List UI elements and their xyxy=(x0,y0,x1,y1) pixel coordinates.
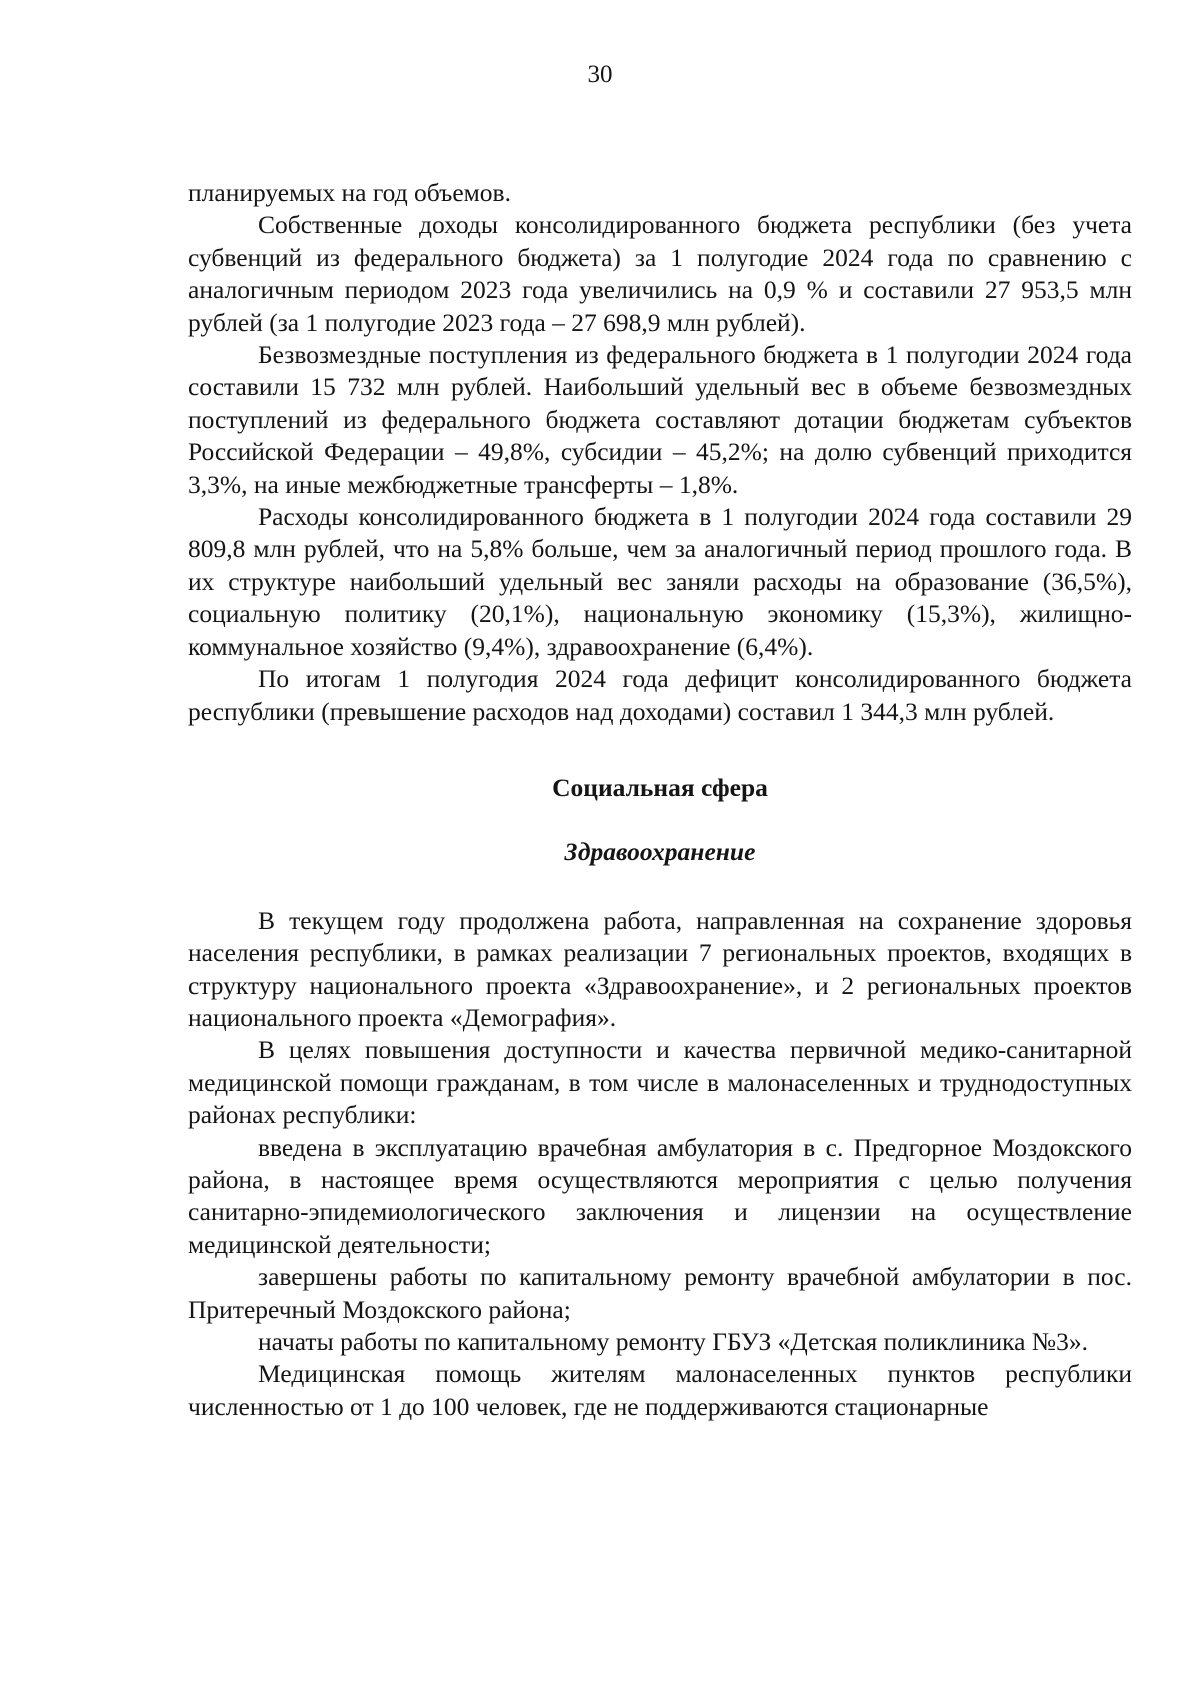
paragraph-health-projects: В текущем году продолжена работа, направленная на сохранение здоровья населения республики, в рамках реализации 7 региональных проектов, входящих в структуру национального проекта «Здравоохранение», и 2 региональных проектов национального проекта «Демография». xyxy=(188,905,1132,1032)
paragraph-deficit: По итогам 1 полугодия 2024 года дефицит консолидированного бюджета республики (превышение расходов над доходами) составил 1 344,3 млн рублей. xyxy=(188,664,1132,726)
subsection-heading: Здравоохранение xyxy=(564,837,756,867)
section-heading: Социальная сфера xyxy=(552,772,768,802)
document-body xyxy=(188,177,1132,1423)
paragraph-primary-care: В целях повышения доступности и качества первичной медико-санитарной медицинской помощи гражданам, в том числе в малонаселенных и труднодоступных районах республики: xyxy=(188,1035,1132,1130)
paragraph-medical-help: Медицинская помощь жителям малонаселенных пунктов республики численностью от 1 до 100 человек, где не поддерживаются стационарные xyxy=(188,1359,1132,1421)
paragraph-federal-transfers: Безвозмездные поступления из федерального бюджета в 1 полугодии 2024 года составили 15 732 млн рублей. Наибольший удельный вес в объеме безвозмездных поступлений из федерального бюджета составляют дотации бюджетам субъектов Российской Федерации – 49,8%, субсидии – 45,2%; на долю субвенций приходится 3,3%, на иные межбюджетные трансферты – 1,8%. xyxy=(188,340,1132,499)
paragraph-ambulatory-priterechny: завершены работы по капитальному ремонту врачебной амбулатории в пос. Притеречный Моздокского района; xyxy=(188,1262,1132,1324)
paragraph-ambulatory-predgornoe: введена в эксплуатацию врачебная амбулатория в с. Предгорное Моздокского района, в настоящее время осуществляются мероприятия с целью получения санитарно-эпидемиологического заключения и лицензии на осуществление медицинской деятельности; xyxy=(188,1132,1132,1259)
page-number: 30 xyxy=(587,61,613,88)
paragraph-polyclinic-repair: начаты работы по капитальному ремонту ГБУЗ «Детская поликлиника №3». xyxy=(258,1327,1089,1356)
paragraph-own-revenue: Собственные доходы консолидированного бюджета республики (без учета субвенций из федерального бюджета) за 1 полугодие 2024 года по сравнению с аналогичным периодом 2023 года увеличились на 0,9 % и составили 27 953,5 млн рублей (за 1 полугодие 2023 года – 27 698,9 млн рублей). xyxy=(188,210,1132,337)
paragraph-expenditures: Расходы консолидированного бюджета в 1 полугодии 2024 года составили 29 809,8 млн рублей, что на 5,8% больше, чем за аналогичный период прошлого года. В их структуре наибольший удельный вес заняли расходы на образование (36,5%), социальную политику (20,1%), национальную экономику (15,3%), жилищно-коммунальное хозяйство (9,4%), здравоохранение (6,4%). xyxy=(188,502,1132,661)
paragraph-continuation: планируемых на год объемов. xyxy=(188,178,511,207)
